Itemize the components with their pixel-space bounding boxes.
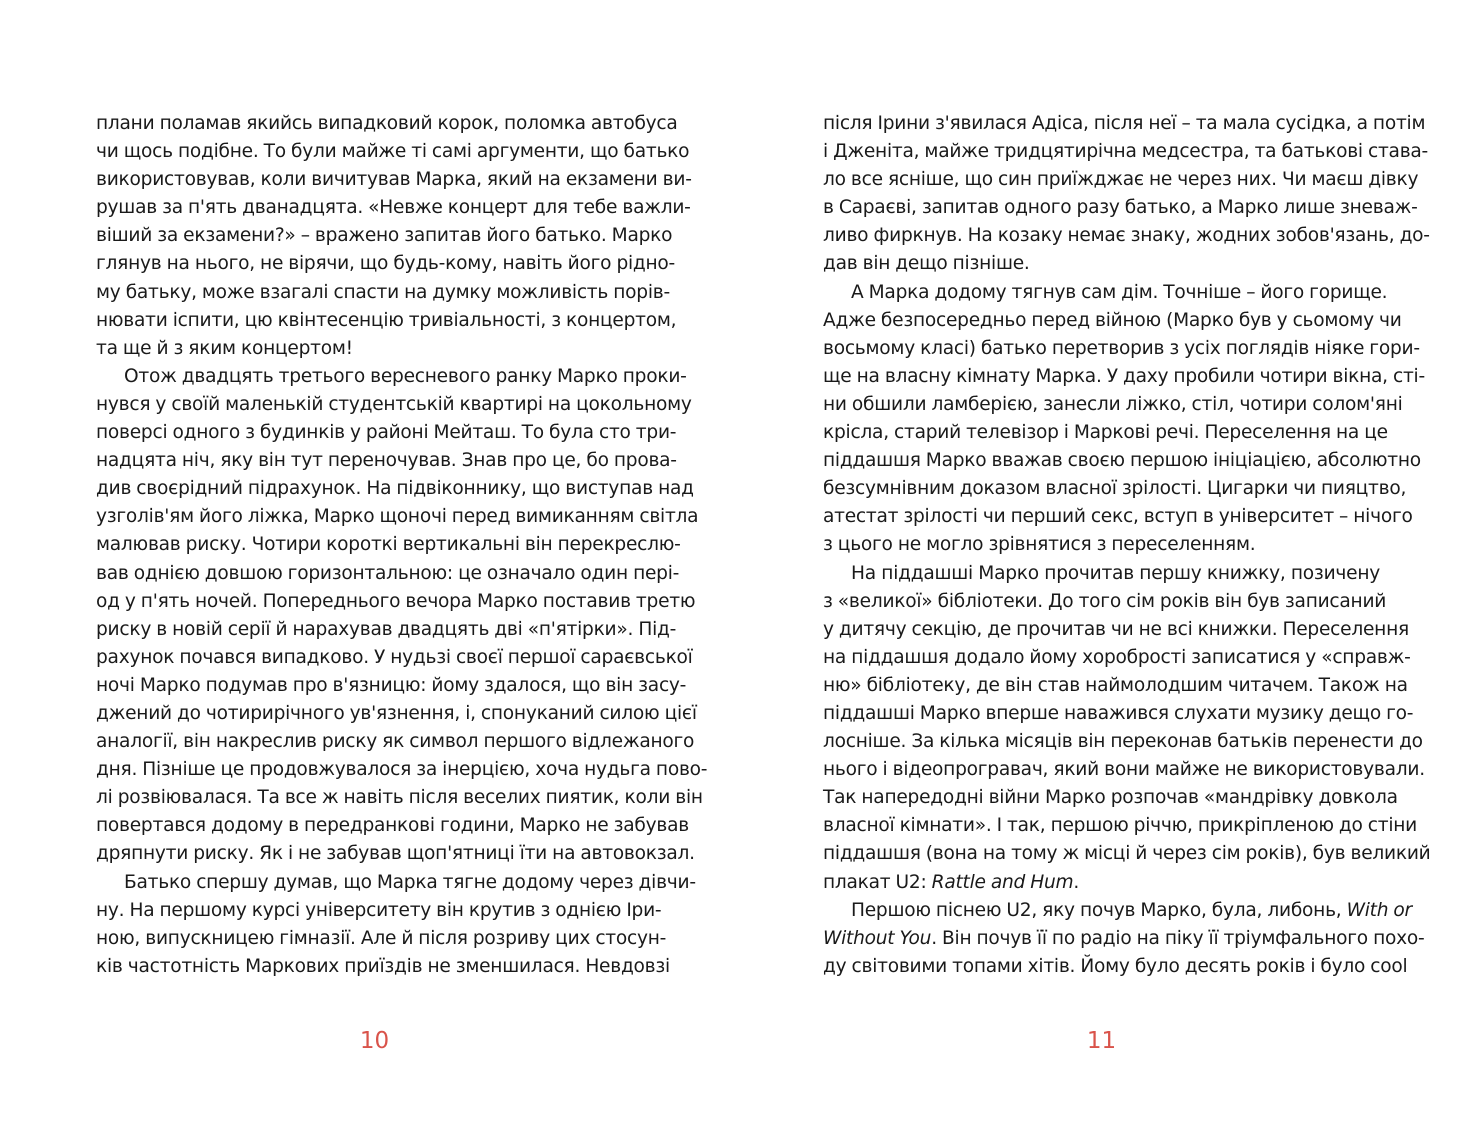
line-text: віший за екзамени?» – вражено запитав його батько. Марко	[96, 225, 673, 247]
line-text: Отож двадцять третього вересневого ранку Марко проки-	[124, 365, 687, 387]
text-line	[823, 138, 1429, 166]
line-text: крісла, старий телевізор і Маркові речі. Переселення на це	[823, 422, 1388, 444]
text-line	[96, 700, 697, 728]
text-line	[96, 363, 687, 391]
text-line	[96, 728, 695, 756]
line-text: дряпнути риску. Як і не забував щоп'ятниці їти на автовокзал.	[96, 843, 695, 865]
line-text: нього і відеопрогравач, який вони майже не використовували.	[823, 759, 1425, 781]
line-text: чи щось подібне. То були майже ті самі аргументи, що батько	[96, 141, 690, 163]
line-text: рахунок почався випадково. У нудьзі своєї першої сараєвської	[96, 646, 693, 668]
line-text: атестат зрілості чи перший секс, вступ в університет – нічого	[823, 506, 1413, 528]
line-text: повертався додому в передранкові години, Марко не забував	[96, 815, 689, 837]
text-line	[96, 897, 662, 925]
line-text: плани поламав якийсь випадковий корок, поломка автобуса	[96, 113, 678, 134]
line-text: в Сараєві, запитав одного разу батько, а Марко лише зневаж-	[823, 197, 1418, 219]
text-line	[96, 475, 694, 503]
line-text: глянув на нього, не вірячи, що будь-кому, навіть його рідно-	[96, 253, 676, 275]
line-text: лосніше. За кілька місяців він переконав батьків перенести до	[823, 731, 1423, 753]
text-line	[823, 869, 1380, 897]
line-suffix: .	[1073, 871, 1080, 893]
text-line	[823, 672, 1408, 700]
line-text: з «великої» бібліотеки. До того сім років він був записаний	[823, 590, 1387, 612]
text-line	[96, 840, 695, 868]
line-text: ків частотність Маркових приїздів не зменшилася. Невдовзі	[96, 955, 670, 977]
text-line	[96, 307, 677, 335]
text-line	[823, 588, 1387, 616]
line-text: ною, випускницею гімназії. Але й після розриву цих стосун-	[96, 927, 667, 949]
line-text: дав він дещо пізніше.	[823, 253, 1030, 275]
line-text: нювати іспити, цю квінтесенцію тривіальності, з концертом,	[96, 309, 677, 331]
line-text: у дитячу секцію, де прочитав чи не всі книжки. Переселення	[823, 618, 1409, 640]
text-line	[96, 531, 681, 559]
line-text: рушав за п'ять дванадцята. «Невже концерт для тебе важли-	[96, 197, 691, 219]
text-line	[96, 335, 653, 363]
line-text: після Ірини з'явилася Адіса, після неї – та мала сусідка, а потім	[823, 113, 1426, 134]
text-line	[96, 560, 680, 588]
text-line	[96, 784, 703, 812]
text-line	[96, 447, 677, 475]
text-line	[96, 812, 689, 840]
line-text: ло все ясніше, що син приїжджає не через них. Чи маєш дівку	[823, 169, 1419, 191]
text-line	[96, 279, 670, 307]
line-text: з цього не могло зрівнятися з переселенням.	[823, 534, 1256, 556]
text-line	[823, 700, 1414, 728]
line-text: риску в новій серії й нарахував двадцять дві «п'ятірки». Під-	[96, 618, 677, 640]
line-text: . Він почув її по радіо на піку її тріумфального похо-	[931, 927, 1425, 949]
text-line	[96, 250, 676, 278]
line-text: Адже безпосередньо перед війною (Марко був у сьомому чи	[823, 309, 1402, 331]
text-line	[96, 194, 691, 222]
text-line	[823, 475, 1407, 503]
text-line	[823, 222, 1430, 250]
line-text: піддашшя (вона на тому ж місці й через сім років), був великий	[823, 843, 1431, 865]
line-text: дня. Пізніше це продовжувалося за інерцією, хоча нудьга пово-	[96, 759, 708, 781]
right-page-number: 11	[1086, 1028, 1117, 1054]
line-text: і Дженіта, майже тридцятирічна медсестра, та батькові става-	[823, 141, 1429, 163]
line-text: власної кімнати». І так, першою річчю, прикріпленою до стіни	[823, 815, 1418, 837]
text-line	[823, 840, 1431, 868]
line-text: вав однією довшою горизонтальною: це означало один пері-	[96, 562, 680, 584]
text-line	[823, 194, 1418, 222]
text-line	[96, 503, 699, 531]
right-page-text	[823, 110, 1431, 985]
line-text: А Марка додому тягнув сам дім. Точніше – його горище.	[851, 281, 1388, 303]
text-line	[96, 110, 678, 138]
line-text: піддашші Марко вперше наважився слухати музику дещо го-	[823, 702, 1414, 724]
line-text: джений до чотирирічного ув'язнення, і, спонуканий силою цієї	[96, 702, 697, 724]
text-line	[96, 588, 696, 616]
line-text: восьмому класі) батько перетворив з усіх поглядів ніяке гори-	[823, 337, 1420, 359]
text-line	[96, 138, 690, 166]
text-line	[823, 644, 1411, 672]
italic-title: Without You	[823, 927, 932, 949]
text-line	[96, 953, 670, 981]
text-line	[823, 560, 1380, 588]
line-text: безсумнівним доказом власної зрілості. Цигарки чи пияцтво,	[823, 478, 1407, 500]
line-text: ни обшили ламберією, занесли ліжко, стіл, чотири солом'яні	[823, 393, 1403, 415]
text-line	[823, 925, 1425, 953]
text-line	[823, 391, 1403, 419]
left-page	[96, 110, 708, 1054]
line-text: та ще й з яким концертом!	[96, 337, 353, 359]
text-line	[823, 250, 1380, 278]
line-text: ню» бібліотеку, де він став наймолодшим читачем. Також на	[823, 674, 1408, 696]
line-text: малював риску. Чотири короткі вертикальні він перекреслю-	[96, 534, 681, 556]
line-text: див своєрідний підрахунок. На підвіконнику, що виступав над	[96, 478, 694, 500]
text-line	[96, 391, 692, 419]
line-text: нувся у своїй маленькій студентській квартирі на цокольному	[96, 393, 692, 415]
text-line	[96, 419, 677, 447]
line-text: на піддашшя додало йому хоробрості записатися у «справж-	[823, 646, 1411, 668]
left-page-number: 10	[359, 1028, 390, 1054]
text-line	[823, 616, 1409, 644]
line-text: Першою піснею U2, яку почув Марко, була, либонь,	[851, 899, 1347, 921]
text-line	[823, 953, 1408, 981]
italic-title: Rattle and Hum	[931, 871, 1074, 893]
line-text: плакат U2:	[823, 871, 932, 893]
text-line	[96, 756, 708, 784]
text-line	[823, 897, 1412, 925]
text-line	[96, 925, 667, 953]
line-text: ду світовими топами хітів. Йому було десять років і було cool	[823, 955, 1408, 977]
text-line	[96, 616, 677, 644]
text-line	[823, 110, 1426, 138]
line-text: узголів'ям його ліжка, Марко щоночі перед вимиканням світла	[96, 506, 699, 528]
line-text: надцята ніч, яку він тут переночував. Знав про це, бо прова-	[96, 450, 677, 472]
line-text: Батько спершу думав, що Марка тягне додому через дівчи-	[124, 871, 696, 893]
text-line	[823, 279, 1388, 307]
text-line	[823, 503, 1413, 531]
line-text: поверсі одного з будинків у районі Мейташ. То була сто три-	[96, 422, 677, 444]
text-line	[823, 756, 1425, 784]
line-text: му батьку, може взагалі спасти на думку можливість порів-	[96, 281, 670, 303]
line-text: аналогії, він накреслив риску як символ першого відлежаного	[96, 731, 695, 753]
line-text: використовував, коли вичитував Марка, який на екзамени ви-	[96, 169, 692, 191]
text-line	[96, 672, 687, 700]
text-line	[823, 419, 1388, 447]
left-page-text	[96, 110, 708, 985]
text-line	[823, 812, 1418, 840]
italic-title: With or	[1346, 899, 1412, 921]
line-text: ливо фиркнув. На козаку немає знаку, жодних зобов'язань, до-	[823, 225, 1430, 247]
text-line	[96, 222, 673, 250]
text-line	[823, 335, 1420, 363]
line-text: ну. На першому курсі університету він крутив з однією Іри-	[96, 899, 662, 921]
line-text: На піддашші Марко прочитав першу книжку, позичену	[851, 562, 1380, 584]
line-text: Так напередодні війни Марко розпочав «мандрівку довкола	[823, 787, 1398, 809]
line-text: ночі Марко подумав про в'язницю: йому здалося, що він засу-	[96, 674, 687, 696]
text-line	[96, 166, 692, 194]
line-text: піддашшя Марко вважав своєю першою ініціацією, абсолютно	[823, 450, 1421, 472]
text-line	[823, 531, 1380, 559]
line-text: од у п'ять ночей. Попереднього вечора Марко поставив третю	[96, 590, 696, 612]
right-page	[823, 110, 1431, 1054]
text-line	[823, 728, 1423, 756]
text-line	[823, 784, 1398, 812]
line-text: ще на власну кімнату Марка. У даху пробили чотири вікна, сті-	[823, 365, 1425, 387]
text-line	[823, 363, 1425, 391]
text-line	[823, 447, 1421, 475]
text-line	[823, 166, 1419, 194]
text-line	[823, 307, 1402, 335]
text-line	[96, 644, 693, 672]
line-text: лі розвіювалася. Та все ж навіть після веселих пиятик, коли він	[96, 787, 703, 809]
text-line	[96, 869, 696, 897]
